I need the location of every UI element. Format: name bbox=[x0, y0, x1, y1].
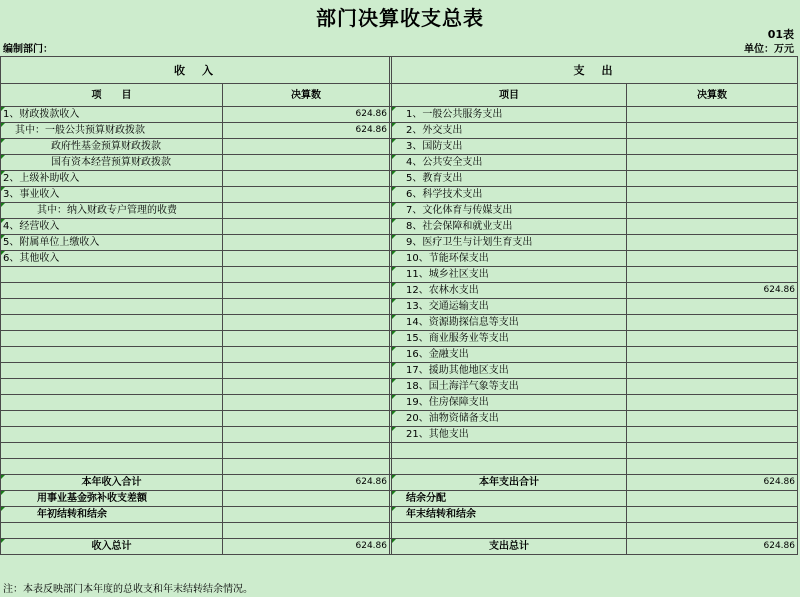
table-row bbox=[1, 443, 798, 459]
expense-amount-cell bbox=[627, 427, 798, 443]
expense-item-cell: 19、住房保障支出 bbox=[392, 395, 627, 411]
expense-item-cell: 18、国土海洋气象等支出 bbox=[392, 379, 627, 395]
income-item-cell: 其中：纳入财政专户管理的收费 bbox=[1, 203, 223, 219]
income-item-cell bbox=[1, 299, 223, 315]
income-amount-header: 决算数 bbox=[223, 84, 390, 107]
income-amount-cell bbox=[223, 155, 390, 171]
income-item-cell bbox=[1, 379, 223, 395]
total-row bbox=[1, 475, 798, 491]
income-amount-cell: 624.86 bbox=[223, 107, 390, 123]
table-row bbox=[1, 267, 798, 283]
income-item-cell bbox=[1, 427, 223, 443]
income-total-value bbox=[223, 507, 390, 523]
income-item-cell bbox=[1, 459, 223, 475]
expense-item-cell bbox=[392, 443, 627, 459]
table-row bbox=[1, 427, 798, 443]
income-total-label bbox=[1, 523, 223, 539]
expense-total-label: 本年支出合计 bbox=[392, 475, 627, 491]
income-total-label: 年初结转和结余 bbox=[1, 507, 223, 523]
income-amount-cell bbox=[223, 139, 390, 155]
income-amount-cell bbox=[223, 283, 390, 299]
table-row bbox=[1, 219, 798, 235]
table-row bbox=[1, 363, 798, 379]
expense-item-cell: 4、公共安全支出 bbox=[392, 155, 627, 171]
income-item-header: 项 目 bbox=[1, 84, 223, 107]
expense-item-cell: 6、科学技术支出 bbox=[392, 187, 627, 203]
table-row bbox=[1, 315, 798, 331]
table-row bbox=[1, 395, 798, 411]
income-total-value bbox=[223, 523, 390, 539]
income-item-cell: 政府性基金预算财政拨款 bbox=[1, 139, 223, 155]
table-row bbox=[1, 187, 798, 203]
income-item-cell bbox=[1, 395, 223, 411]
income-header: 收 入 bbox=[1, 57, 390, 84]
expense-amount-cell bbox=[627, 123, 798, 139]
income-item-cell bbox=[1, 315, 223, 331]
expense-item-cell: 11、城乡社区支出 bbox=[392, 267, 627, 283]
expense-item-cell: 7、文化体育与传媒支出 bbox=[392, 203, 627, 219]
income-item-cell bbox=[1, 443, 223, 459]
expense-amount-cell bbox=[627, 331, 798, 347]
expense-amount-cell bbox=[627, 251, 798, 267]
income-item-cell: 4、经营收入 bbox=[1, 219, 223, 235]
income-item-cell: 1、财政拨款收入 bbox=[1, 107, 223, 123]
expense-total-label: 年末结转和结余 bbox=[392, 507, 627, 523]
income-item-cell bbox=[1, 363, 223, 379]
summary-table bbox=[0, 56, 798, 555]
income-total-value bbox=[223, 491, 390, 507]
income-total-label: 收入总计 bbox=[1, 539, 223, 555]
income-amount-cell bbox=[223, 427, 390, 443]
footnote: 注：本表反映部门本年度的总收支和年末结转结余情况。 bbox=[3, 584, 253, 595]
table-row bbox=[1, 379, 798, 395]
table-row bbox=[1, 251, 798, 267]
income-amount-cell bbox=[223, 363, 390, 379]
income-item-cell: 国有资本经营预算财政拨款 bbox=[1, 155, 223, 171]
table-row bbox=[1, 203, 798, 219]
expense-amount-cell bbox=[627, 187, 798, 203]
expense-amount-cell bbox=[627, 139, 798, 155]
table-row bbox=[1, 139, 798, 155]
total-row bbox=[1, 523, 798, 539]
expense-total-label: 结余分配 bbox=[392, 491, 627, 507]
expense-amount-cell bbox=[627, 411, 798, 427]
expense-total-value: 624.86 bbox=[627, 539, 798, 555]
expense-amount-cell bbox=[627, 459, 798, 475]
expense-item-cell: 15、商业服务业等支出 bbox=[392, 331, 627, 347]
expense-item-cell: 13、交通运输支出 bbox=[392, 299, 627, 315]
income-amount-cell bbox=[223, 459, 390, 475]
expense-total-value bbox=[627, 507, 798, 523]
income-amount-cell bbox=[223, 203, 390, 219]
income-amount-cell bbox=[223, 411, 390, 427]
expense-total-value: 624.86 bbox=[627, 475, 798, 491]
expense-amount-cell bbox=[627, 171, 798, 187]
expense-header: 支 出 bbox=[392, 57, 798, 84]
total-row bbox=[1, 491, 798, 507]
form-number: 01表 bbox=[767, 28, 794, 41]
total-row bbox=[1, 507, 798, 523]
income-item-cell: 3、事业收入 bbox=[1, 187, 223, 203]
income-amount-cell bbox=[223, 331, 390, 347]
income-item-cell bbox=[1, 331, 223, 347]
unit-label: 单位：万元 bbox=[744, 44, 794, 55]
expense-item-cell: 21、其他支出 bbox=[392, 427, 627, 443]
income-item-cell bbox=[1, 267, 223, 283]
income-item-cell: 2、上级补助收入 bbox=[1, 171, 223, 187]
expense-amount-header: 决算数 bbox=[627, 84, 798, 107]
table-row bbox=[1, 299, 798, 315]
expense-item-cell: 12、农林水支出 bbox=[392, 283, 627, 299]
income-item-cell bbox=[1, 347, 223, 363]
expense-amount-cell bbox=[627, 443, 798, 459]
table-row bbox=[1, 155, 798, 171]
expense-amount-cell bbox=[627, 107, 798, 123]
income-total-value: 624.86 bbox=[223, 475, 390, 491]
section-header-row bbox=[1, 57, 798, 84]
income-item-cell: 6、其他收入 bbox=[1, 251, 223, 267]
income-amount-cell bbox=[223, 299, 390, 315]
income-amount-cell bbox=[223, 443, 390, 459]
expense-item-cell: 9、医疗卫生与计划生育支出 bbox=[392, 235, 627, 251]
expense-item-cell: 2、外交支出 bbox=[392, 123, 627, 139]
income-amount-cell bbox=[223, 347, 390, 363]
expense-amount-cell bbox=[627, 267, 798, 283]
expense-amount-cell bbox=[627, 395, 798, 411]
expense-amount-cell bbox=[627, 363, 798, 379]
table-row bbox=[1, 283, 798, 299]
table-row bbox=[1, 331, 798, 347]
expense-item-cell: 17、援助其他地区支出 bbox=[392, 363, 627, 379]
page-title: 部门决算收支总表 bbox=[316, 6, 484, 30]
income-total-label: 本年收入合计 bbox=[1, 475, 223, 491]
income-amount-cell bbox=[223, 171, 390, 187]
expense-amount-cell bbox=[627, 379, 798, 395]
dept-label: 编制部门： bbox=[3, 44, 53, 55]
income-amount-cell bbox=[223, 219, 390, 235]
expense-total-value bbox=[627, 491, 798, 507]
expense-amount-cell bbox=[627, 299, 798, 315]
total-row bbox=[1, 539, 798, 555]
expense-amount-cell bbox=[627, 203, 798, 219]
income-amount-cell: 624.86 bbox=[223, 123, 390, 139]
expense-item-cell: 16、金融支出 bbox=[392, 347, 627, 363]
income-item-cell: 5、附属单位上缴收入 bbox=[1, 235, 223, 251]
expense-total-label: 支出总计 bbox=[392, 539, 627, 555]
income-item-cell bbox=[1, 411, 223, 427]
table-row bbox=[1, 107, 798, 123]
income-item-cell: 其中：一般公共预算财政拨款 bbox=[1, 123, 223, 139]
income-total-value: 624.86 bbox=[223, 539, 390, 555]
income-amount-cell bbox=[223, 379, 390, 395]
expense-item-cell bbox=[392, 459, 627, 475]
expense-total-value bbox=[627, 523, 798, 539]
table-row bbox=[1, 347, 798, 363]
table-row bbox=[1, 411, 798, 427]
expense-total-label bbox=[392, 523, 627, 539]
expense-item-cell: 1、一般公共服务支出 bbox=[392, 107, 627, 123]
table-row bbox=[1, 123, 798, 139]
income-amount-cell bbox=[223, 315, 390, 331]
expense-amount-cell bbox=[627, 347, 798, 363]
income-amount-cell bbox=[223, 235, 390, 251]
column-header-row bbox=[1, 84, 798, 107]
expense-item-cell: 10、节能环保支出 bbox=[392, 251, 627, 267]
income-amount-cell bbox=[223, 267, 390, 283]
expense-item-cell: 8、社会保障和就业支出 bbox=[392, 219, 627, 235]
income-item-cell bbox=[1, 283, 223, 299]
expense-amount-cell: 624.86 bbox=[627, 283, 798, 299]
expense-amount-cell bbox=[627, 315, 798, 331]
expense-amount-cell bbox=[627, 155, 798, 171]
income-amount-cell bbox=[223, 395, 390, 411]
expense-amount-cell bbox=[627, 219, 798, 235]
expense-item-cell: 5、教育支出 bbox=[392, 171, 627, 187]
expense-amount-cell bbox=[627, 235, 798, 251]
income-total-label: 用事业基金弥补收支差额 bbox=[1, 491, 223, 507]
expense-item-cell: 14、资源勘探信息等支出 bbox=[392, 315, 627, 331]
expense-item-cell: 20、油物资储备支出 bbox=[392, 411, 627, 427]
expense-item-cell: 3、国防支出 bbox=[392, 139, 627, 155]
expense-item-header: 项目 bbox=[392, 84, 627, 107]
income-amount-cell bbox=[223, 187, 390, 203]
table-row bbox=[1, 171, 798, 187]
table-row bbox=[1, 459, 798, 475]
table-row bbox=[1, 235, 798, 251]
income-amount-cell bbox=[223, 251, 390, 267]
